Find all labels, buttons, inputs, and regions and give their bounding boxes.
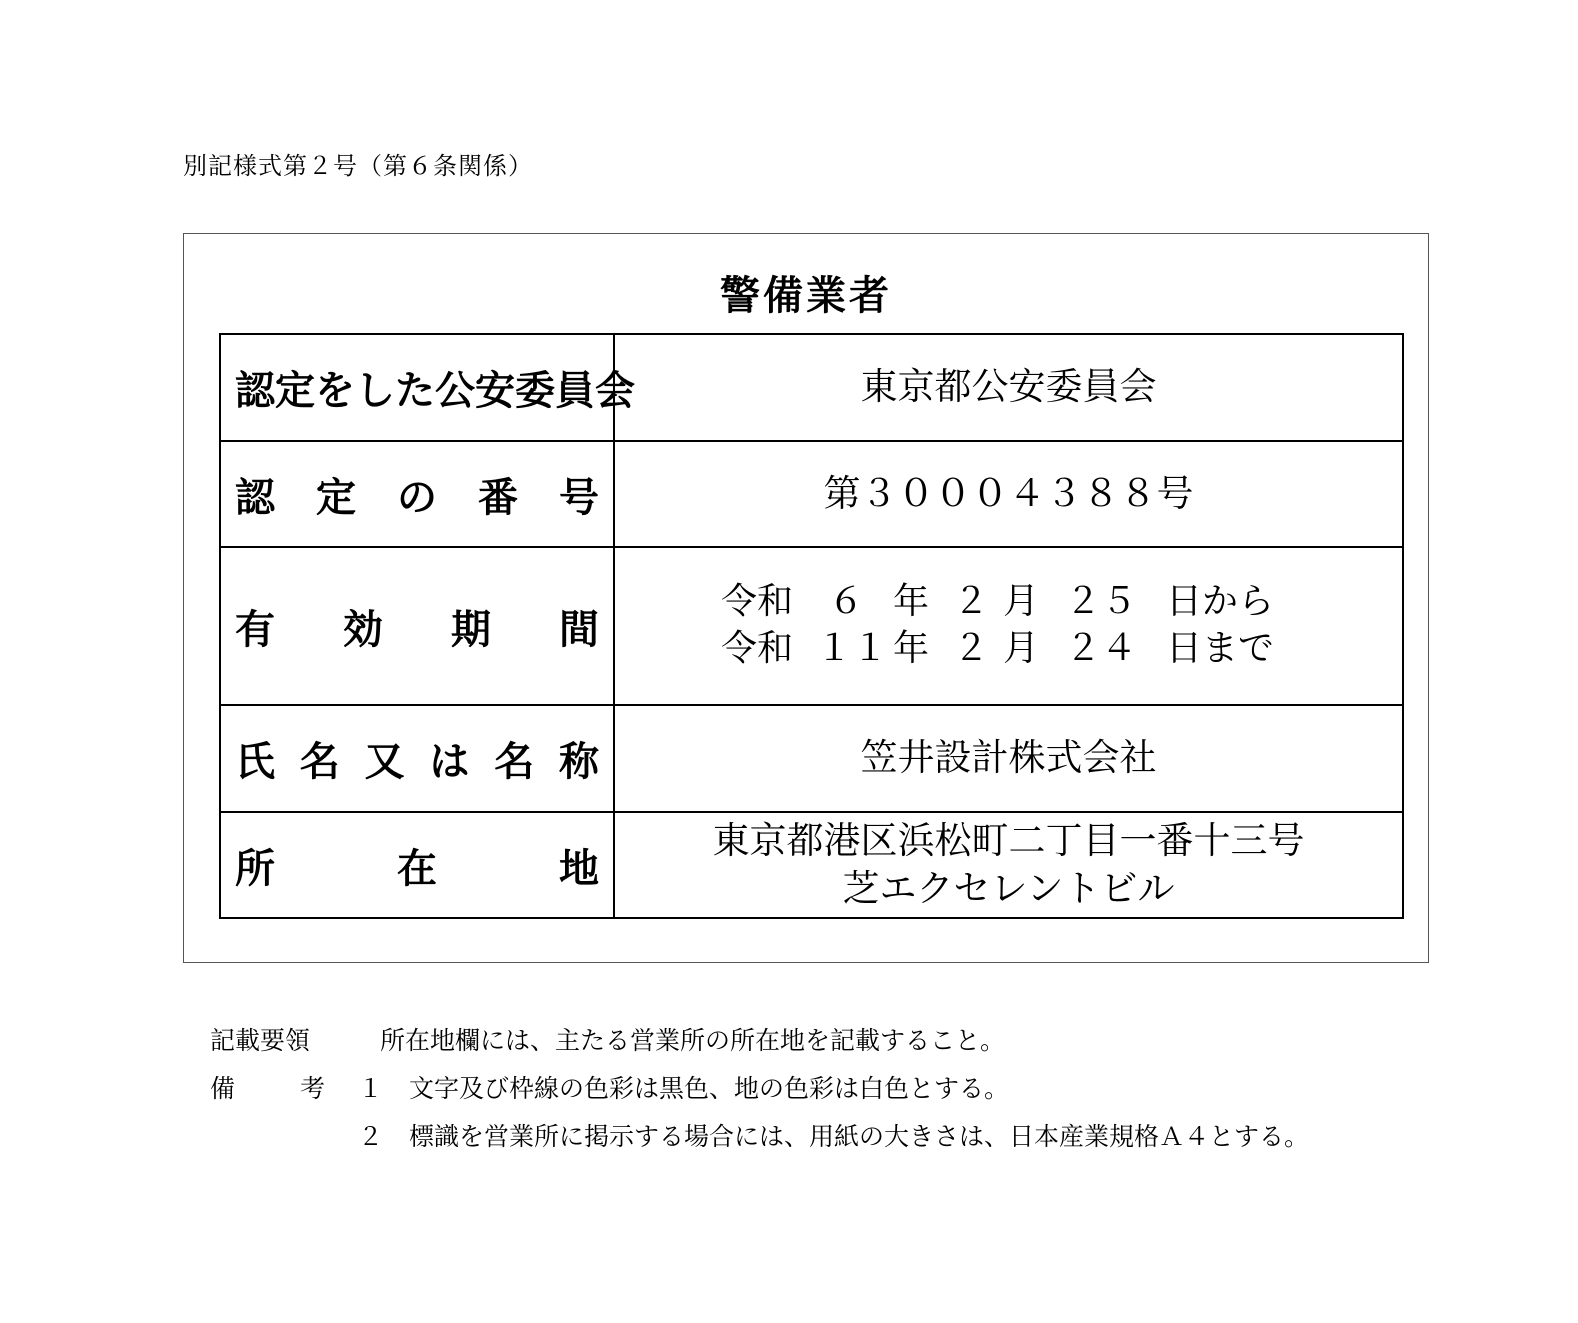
label-address <box>220 812 614 918</box>
label-commission <box>220 334 635 441</box>
label-char: 氏 <box>235 739 275 785</box>
validity-day: ２４ <box>1064 628 1137 669</box>
validity-year-unit: 年 <box>892 628 929 669</box>
form-heading: 別記様式第２号（第６条関係） <box>183 152 533 180</box>
label-char: 認定をした公安委員会 <box>235 368 635 414</box>
validity-month: ２ <box>952 628 989 669</box>
value-commission: 東京都公安委員会 <box>614 334 1403 441</box>
info-table <box>219 333 1404 919</box>
instructions-text: 所在地欄には、主たる営業所の所在地を記載すること。 <box>380 1026 1006 1055</box>
validity-day-unit: 日から <box>1166 581 1275 623</box>
value-address <box>614 812 1403 918</box>
table-row-address <box>220 812 1403 918</box>
sign-title: 警備業者 <box>720 273 892 319</box>
validity-year-unit: 年 <box>892 581 929 623</box>
label-name <box>220 705 614 812</box>
validity-month-unit: 月 <box>1002 628 1039 669</box>
validity-month-unit: 月 <box>1002 581 1039 623</box>
address-line: 東京都港区浜松町二丁目一番十三号 <box>712 818 1305 862</box>
address-line: 芝エクセレントビル <box>842 867 1175 910</box>
remarks-label <box>210 1069 325 1105</box>
label-char: の <box>397 474 437 521</box>
remark-text: 標識を営業所に掲示する場合には、用紙の大きさは、日本産業規格Ａ４とする。 <box>409 1122 1310 1151</box>
label-char: は <box>429 739 470 785</box>
remark-text: 文字及び枠線の色彩は黒色、地の色彩は白色とする。 <box>409 1074 1010 1103</box>
label-char: 効 <box>343 606 383 653</box>
label-char: 称 <box>558 739 599 785</box>
remark-number: １ <box>358 1074 384 1103</box>
validity-era: 令和 <box>721 628 794 669</box>
label-char: 有 <box>235 606 275 653</box>
label-char: 番 <box>478 474 518 521</box>
label-char: 定 <box>316 474 356 521</box>
instructions-label: 記載要領 <box>210 1026 311 1055</box>
validity-year: ６ <box>827 581 864 623</box>
validity-end <box>615 626 1402 673</box>
label-char: 名 <box>494 739 535 785</box>
label-char: 又 <box>364 739 405 785</box>
validity-day-unit: 日まで <box>1166 628 1275 669</box>
label-char: 所 <box>235 845 275 892</box>
validity-year: １１ <box>816 628 889 669</box>
table-row-commission <box>220 334 1403 441</box>
label-char: 認 <box>235 474 275 521</box>
table-row-validity <box>220 547 1403 705</box>
table-row-cert-number <box>220 441 1403 547</box>
validity-month: ２ <box>952 581 989 623</box>
label-char: 間 <box>559 606 599 653</box>
value-cert-number: 第３０００４３８８号 <box>614 441 1403 547</box>
value-validity <box>614 547 1403 705</box>
remarks-label-char: 考 <box>299 1074 325 1103</box>
label-char: 在 <box>397 845 437 892</box>
label-char: 名 <box>299 739 340 785</box>
label-char: 地 <box>559 845 599 892</box>
label-char: 号 <box>559 474 599 521</box>
validity-start <box>615 579 1402 626</box>
label-cert-number <box>220 441 614 547</box>
remarks-label-char: 備 <box>210 1074 236 1103</box>
remark-number: ２ <box>358 1122 384 1151</box>
label-char: 期 <box>451 606 491 653</box>
validity-era: 令和 <box>721 581 794 623</box>
label-validity <box>220 547 614 705</box>
table-row-name <box>220 705 1403 812</box>
value-name: 笠井設計株式会社 <box>614 705 1403 812</box>
validity-day: ２５ <box>1064 581 1137 623</box>
sign-frame <box>183 233 1429 963</box>
